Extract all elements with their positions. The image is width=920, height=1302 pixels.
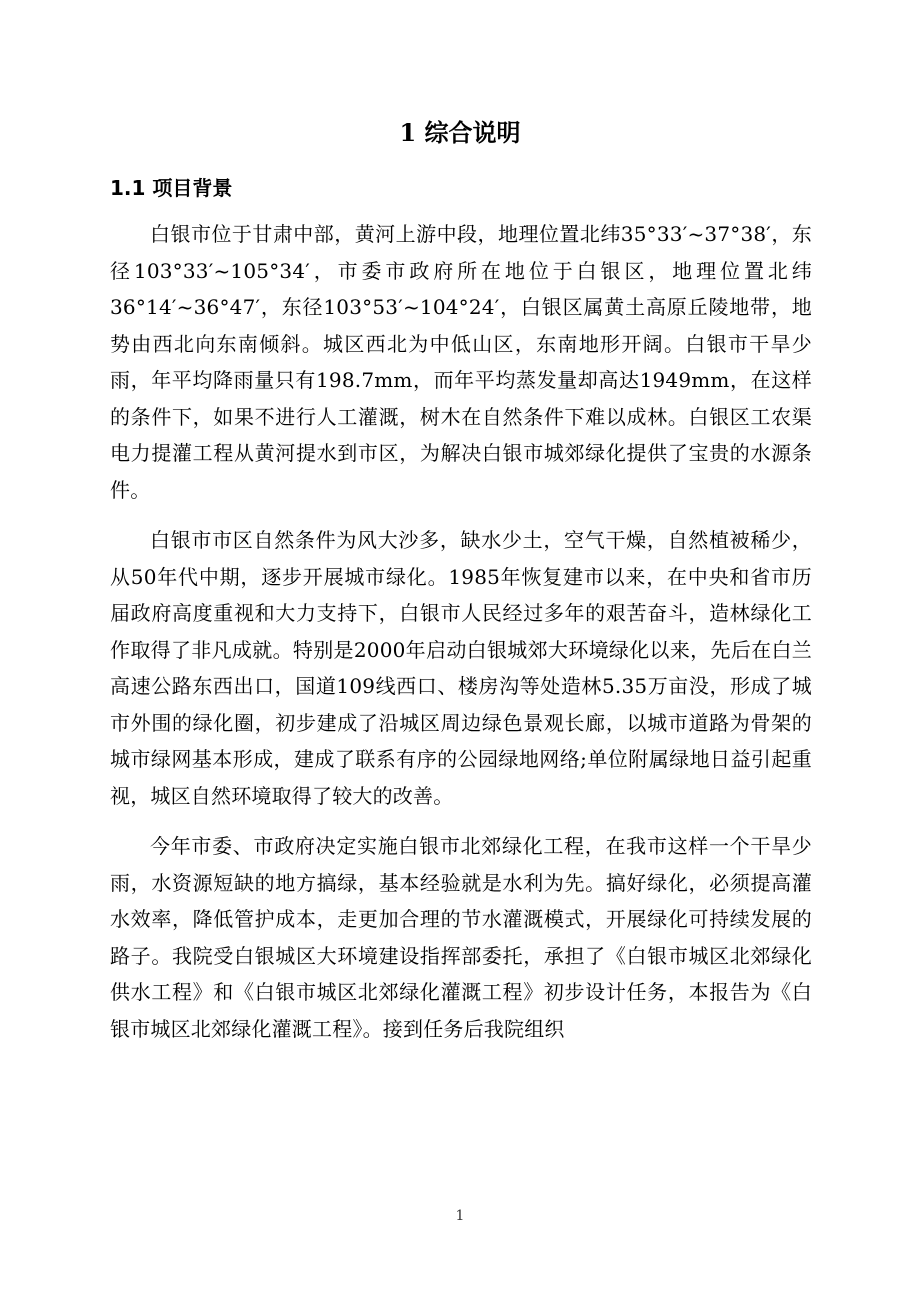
body-text [110, 216, 812, 1061]
paragraph-3: 今年市委、市政府决定实施白银市北郊绿化工程，在我市这样一个干旱少雨，水资源短缺的地方搞绿，基本经验就是水利为先。搞好绿化，必须提高灌水效率，降低管护成本，走更加合理的节水灌溉模式，开展绿化可持续发展的路子。我院受白银城区大环境建设指挥部委托，承担了《白银市城区北郊绿化供水工程》和《白银市城区北郊绿化灌溉工程》初步设计任务，本报告为《白银市城区北郊绿化灌溉工程》。接到任务后我院组织 [110, 834, 812, 1041]
paragraph-1: 白银市位于甘肃中部，黄河上游中段，地理位置北纬35°33′~37°38′，东径103°33′~105°34′，市委市政府所在地位于白银区，地理位置北纬36°14′~36°47′，东径103°53′~104°24′，白银区属黄土高原丘陵地带，地势由西北向东南倾斜。城区西北为中低山区，东南地形开阔。白银市干旱少雨，年平均降雨量只有198.7mm，而年平均蒸发量却高达1949mm，在这样的条件下，如果不进行人工灌溉，树木在自然条件下难以成林。白银区工农渠电力提灌工程从黄河提水到市区，为解决白银市城郊绿化提供了宝贵的水源条件。 [110, 222, 812, 502]
paragraph-2: 白银市市区自然条件为风大沙多，缺水少土，空气干燥，自然植被稀少，从50年代中期，逐步开展城市绿化。1985年恢复建市以来，在中央和省市历届政府高度重视和大力支持下，白银市人民经过多年的艰苦奋斗，造林绿化工作取得了非凡成就。特别是2000年启动白银城郊大环境绿化以来，先后在白兰高速公路东西出口，国道109线西口、楼房沟等处造林5.35万亩没，形成了城市外围的绿化圈，初步建成了沿城区周边绿色景观长廊，以城市道路为骨架的城市绿网基本形成，建成了联系有序的公园绿地网络;单位附属绿地日益引起重视，城区自然环境取得了较大的改善。 [110, 528, 812, 808]
page-number: 1 [455, 1208, 465, 1224]
chapter-title: 1 综合说明 [399, 118, 521, 147]
section-heading: 1.1 项目背景 [110, 176, 233, 200]
